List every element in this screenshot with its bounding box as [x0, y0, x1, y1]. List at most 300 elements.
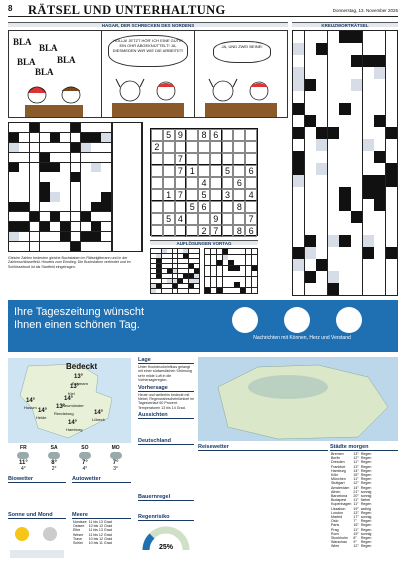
crossword-cell[interactable] [9, 242, 19, 251]
solution-cell[interactable] [194, 259, 199, 263]
solution-cell[interactable] [234, 260, 239, 265]
crossword-cell[interactable] [81, 242, 91, 251]
crossword-cell[interactable] [305, 259, 316, 271]
crossword-cell[interactable] [305, 67, 316, 79]
solution-cell[interactable] [211, 260, 216, 265]
crossword-cell[interactable] [81, 192, 91, 201]
solution-cell[interactable] [189, 279, 194, 283]
solution-cell[interactable] [252, 260, 257, 265]
sudoku-cell[interactable]: 8 [233, 201, 245, 213]
solution-cell[interactable] [223, 282, 228, 287]
solution-cell[interactable] [246, 255, 251, 260]
sudoku-cell[interactable]: 6 [233, 177, 245, 189]
solution-cell[interactable] [173, 289, 178, 293]
sudoku-cell[interactable] [233, 165, 245, 177]
crossword-cell[interactable] [363, 79, 374, 91]
crossword-cell[interactable] [305, 31, 316, 43]
crossword-cell[interactable] [9, 123, 19, 132]
crossword-cell[interactable] [363, 163, 374, 175]
sudoku-cell[interactable]: 1 [163, 189, 175, 201]
crossword-cell[interactable] [9, 192, 19, 201]
sudoku-cell[interactable]: 3 [222, 189, 234, 201]
crossword-cell[interactable] [351, 103, 362, 115]
crossword-cell[interactable] [293, 187, 304, 199]
solution-cell[interactable] [173, 264, 178, 268]
crossword-cell[interactable] [101, 242, 111, 251]
crossword-cell[interactable] [101, 133, 111, 142]
crossword-cell[interactable] [30, 133, 40, 142]
crossword-cell[interactable] [71, 212, 81, 221]
crossword-cell[interactable] [305, 223, 316, 235]
crossword-cell[interactable] [71, 182, 81, 191]
crossword-cell[interactable] [305, 175, 316, 187]
solution-cell[interactable] [156, 279, 161, 283]
sudoku-cell[interactable] [198, 213, 210, 225]
crossword-cell[interactable] [316, 235, 327, 247]
crossword-cell[interactable] [386, 139, 397, 151]
solution-cell[interactable] [211, 282, 216, 287]
crossword-cell[interactable] [316, 271, 327, 283]
solution-cell[interactable] [167, 274, 172, 278]
solution-cell[interactable] [194, 284, 199, 288]
crossword-cell[interactable] [351, 199, 362, 211]
sudoku-cell[interactable] [222, 141, 234, 153]
crossword-cell[interactable] [328, 211, 339, 223]
crossword-cell[interactable] [19, 133, 29, 142]
crossword-cell[interactable] [351, 79, 362, 91]
crossword-cell[interactable] [363, 211, 374, 223]
crossword-cell[interactable] [386, 79, 397, 91]
crossword-cell[interactable] [305, 247, 316, 259]
sudoku-cell[interactable] [186, 177, 198, 189]
crossword-cell[interactable] [50, 242, 60, 251]
crossword-cell[interactable] [339, 175, 350, 187]
sudoku-cell[interactable]: 8 [233, 225, 245, 237]
crossword-cell[interactable] [40, 123, 50, 132]
crossword-cell[interactable] [316, 55, 327, 67]
crossword-cell[interactable] [9, 172, 19, 181]
crossword-cell[interactable] [40, 212, 50, 221]
sudoku-cell[interactable] [198, 153, 210, 165]
solution-cell[interactable] [240, 255, 245, 260]
solution-cell[interactable] [228, 277, 233, 282]
crossword-cell[interactable] [293, 139, 304, 151]
crossword-cell[interactable] [363, 127, 374, 139]
solution-cell[interactable] [151, 274, 156, 278]
solution-cell[interactable] [240, 249, 245, 254]
solution-cell[interactable] [205, 282, 210, 287]
solution-cell[interactable] [189, 269, 194, 273]
crossword-cell[interactable] [293, 43, 304, 55]
crossword-cell[interactable] [305, 163, 316, 175]
solution-cell[interactable] [183, 264, 188, 268]
crossword-cell[interactable] [374, 271, 385, 283]
solution-cell[interactable] [151, 279, 156, 283]
solution-cell[interactable] [205, 260, 210, 265]
solution-cell[interactable] [252, 282, 257, 287]
crossword-cell[interactable] [339, 91, 350, 103]
solution-cell[interactable] [194, 254, 199, 258]
sudoku-cell[interactable] [186, 153, 198, 165]
sudoku-cell[interactable] [245, 141, 257, 153]
crossword-cell[interactable] [363, 139, 374, 151]
solution-cell[interactable] [211, 266, 216, 271]
solution-cell[interactable] [183, 269, 188, 273]
sudoku-cell[interactable] [186, 189, 198, 201]
solution-cell[interactable] [246, 277, 251, 282]
solution-cell[interactable] [223, 288, 228, 293]
crossword-cell[interactable] [351, 163, 362, 175]
solution-cell[interactable] [183, 279, 188, 283]
solution-cell[interactable] [162, 249, 167, 253]
crossword-cell[interactable] [81, 202, 91, 211]
solution-cell[interactable] [217, 249, 222, 254]
solution-cell[interactable] [167, 289, 172, 293]
solution-cell[interactable] [173, 259, 178, 263]
solution-cell[interactable] [183, 249, 188, 253]
crossword-cell[interactable] [293, 55, 304, 67]
crossword-cell[interactable] [351, 139, 362, 151]
solution-cell[interactable] [217, 266, 222, 271]
sudoku-cell[interactable] [151, 213, 163, 225]
crossword-cell[interactable] [60, 123, 70, 132]
solution-cell[interactable] [189, 289, 194, 293]
sudoku-cell[interactable]: 7 [210, 225, 222, 237]
crossword-cell[interactable] [71, 222, 81, 231]
solution-cell[interactable] [151, 254, 156, 258]
crossword-cell[interactable] [81, 123, 91, 132]
crossword-cell[interactable] [339, 43, 350, 55]
crossword-cell[interactable] [374, 163, 385, 175]
crossword-cell[interactable] [339, 211, 350, 223]
crossword-cell[interactable] [339, 139, 350, 151]
crossword-cell[interactable] [339, 127, 350, 139]
crossword-cell[interactable] [316, 91, 327, 103]
crossword-cell[interactable] [91, 153, 101, 162]
crossword-cell[interactable] [30, 222, 40, 231]
crossword-cell[interactable] [386, 259, 397, 271]
solution-cell[interactable] [234, 271, 239, 276]
crossword-cell[interactable] [60, 242, 70, 251]
solution-cell[interactable] [246, 266, 251, 271]
crossword-cell[interactable] [60, 143, 70, 152]
crossword-cell[interactable] [40, 242, 50, 251]
crossword-cell[interactable] [50, 232, 60, 241]
crossword-cell[interactable] [101, 123, 111, 132]
solution-cell[interactable] [167, 259, 172, 263]
crossword-cell[interactable] [91, 143, 101, 152]
sudoku-cell[interactable]: 2 [151, 141, 163, 153]
sudoku-cell[interactable]: 7 [175, 153, 187, 165]
crossword-cell[interactable] [374, 79, 385, 91]
crossword-cell[interactable] [305, 127, 316, 139]
sudoku-cell[interactable] [151, 225, 163, 237]
crossword-cell[interactable] [293, 115, 304, 127]
crossword-cell[interactable] [328, 187, 339, 199]
solution-cell[interactable] [151, 259, 156, 263]
crossword-cell[interactable] [363, 115, 374, 127]
crossword-cell[interactable] [40, 232, 50, 241]
crossword-cell[interactable] [9, 153, 19, 162]
crossword-cell[interactable] [351, 43, 362, 55]
solution-cell[interactable] [151, 249, 156, 253]
crossword-cell[interactable] [351, 175, 362, 187]
crossword-cell[interactable] [328, 175, 339, 187]
sudoku-cell[interactable] [233, 153, 245, 165]
solution-cell[interactable] [156, 289, 161, 293]
solution-cell[interactable] [240, 260, 245, 265]
crossword-cell[interactable] [363, 283, 374, 295]
crossword-cell[interactable] [60, 163, 70, 172]
sudoku-cell[interactable]: 9 [210, 213, 222, 225]
crossword-cell[interactable] [19, 163, 29, 172]
solution-cell[interactable] [178, 269, 183, 273]
sudoku-cell[interactable] [222, 225, 234, 237]
solution-cell[interactable] [162, 259, 167, 263]
crossword-cell[interactable] [363, 67, 374, 79]
sudoku-cell[interactable]: 7 [245, 213, 257, 225]
crossword-cell[interactable] [363, 259, 374, 271]
solution-cell[interactable] [194, 279, 199, 283]
crossword-cell[interactable] [19, 153, 29, 162]
solution-cell[interactable] [228, 288, 233, 293]
crossword-cell[interactable] [386, 151, 397, 163]
sudoku-cell[interactable] [245, 153, 257, 165]
solution-cell[interactable] [162, 289, 167, 293]
crossword-cell[interactable] [293, 235, 304, 247]
crossword-cell[interactable] [351, 271, 362, 283]
sudoku-cell[interactable] [163, 165, 175, 177]
crossword-cell[interactable] [305, 283, 316, 295]
crossword-cell[interactable] [328, 223, 339, 235]
sudoku-cell[interactable] [198, 165, 210, 177]
crossword-cell[interactable] [91, 182, 101, 191]
sudoku-cell[interactable] [175, 225, 187, 237]
solution-cell[interactable] [173, 249, 178, 253]
crossword-cell[interactable] [339, 271, 350, 283]
crossword-cell[interactable] [81, 143, 91, 152]
solution-cell[interactable] [246, 260, 251, 265]
solution-cell[interactable] [234, 288, 239, 293]
crossword-cell[interactable] [30, 182, 40, 191]
solution-cell[interactable] [178, 284, 183, 288]
crossword-cell[interactable] [30, 153, 40, 162]
sudoku-cell[interactable] [222, 129, 234, 141]
crossword-cell[interactable] [386, 187, 397, 199]
solution-cell[interactable] [228, 255, 233, 260]
sudoku-cell[interactable] [222, 213, 234, 225]
crossword-cell[interactable] [101, 222, 111, 231]
solution-cell[interactable] [228, 282, 233, 287]
sudoku-cell[interactable]: 4 [245, 189, 257, 201]
sudoku-cell[interactable] [151, 189, 163, 201]
crossword-cell[interactable] [293, 175, 304, 187]
sudoku-cell[interactable] [175, 201, 187, 213]
solution-cell[interactable] [211, 288, 216, 293]
crossword-cell[interactable] [19, 182, 29, 191]
crossword-cell[interactable] [316, 163, 327, 175]
sudoku-cell[interactable] [163, 225, 175, 237]
crossword-cell[interactable] [316, 247, 327, 259]
sudoku-cell[interactable] [163, 177, 175, 189]
crossword-cell[interactable] [305, 187, 316, 199]
crossword-cell[interactable] [363, 91, 374, 103]
solution-cell[interactable] [167, 249, 172, 253]
sudoku-cell[interactable] [163, 141, 175, 153]
crossword-cell[interactable] [316, 283, 327, 295]
crossword-cell[interactable] [19, 172, 29, 181]
crossword-cell[interactable] [19, 212, 29, 221]
crossword-cell[interactable] [374, 103, 385, 115]
crossword-cell[interactable] [30, 232, 40, 241]
solution-cell[interactable] [240, 271, 245, 276]
crossword-cell[interactable] [293, 79, 304, 91]
crossword-cell[interactable] [305, 151, 316, 163]
crossword-cell[interactable] [9, 232, 19, 241]
solution-cell[interactable] [205, 271, 210, 276]
solution-cell[interactable] [234, 255, 239, 260]
sudoku-cell[interactable] [151, 177, 163, 189]
solution-cell[interactable] [217, 277, 222, 282]
crossword-cell[interactable] [101, 172, 111, 181]
sudoku-cell[interactable] [186, 129, 198, 141]
crossword-cell[interactable] [363, 43, 374, 55]
solution-cell[interactable] [211, 249, 216, 254]
crossword-cell[interactable] [50, 153, 60, 162]
crossword-cell[interactable] [30, 202, 40, 211]
solution-cell[interactable] [167, 279, 172, 283]
crossword-cell[interactable] [60, 133, 70, 142]
crossword-cell[interactable] [351, 235, 362, 247]
sudoku-cell[interactable] [233, 129, 245, 141]
crossword-cell[interactable] [60, 182, 70, 191]
sudoku-cell[interactable] [198, 141, 210, 153]
crossword-cell[interactable] [351, 247, 362, 259]
solution-cell[interactable] [234, 277, 239, 282]
sudoku-cell[interactable] [245, 177, 257, 189]
crossword-cell[interactable] [374, 91, 385, 103]
crossword-cell[interactable] [386, 67, 397, 79]
crossword-cell[interactable] [351, 115, 362, 127]
sudoku-cell[interactable]: 6 [198, 201, 210, 213]
crossword-cell[interactable] [328, 115, 339, 127]
crossword-cell[interactable] [305, 199, 316, 211]
solution-cell[interactable] [194, 264, 199, 268]
sudoku-cell[interactable] [222, 153, 234, 165]
crossword-cell[interactable] [316, 223, 327, 235]
solution-cell[interactable] [246, 288, 251, 293]
solution-cell[interactable] [167, 264, 172, 268]
crossword-cell[interactable] [30, 242, 40, 251]
sudoku-cell[interactable] [210, 153, 222, 165]
crossword-cell[interactable] [328, 271, 339, 283]
crossword-cell[interactable] [101, 212, 111, 221]
crossword-cell[interactable] [328, 235, 339, 247]
solution-cell[interactable] [151, 289, 156, 293]
crossword-cell[interactable] [351, 187, 362, 199]
crossword-cell[interactable] [9, 143, 19, 152]
crossword-cell[interactable] [351, 127, 362, 139]
solution-cell[interactable] [234, 249, 239, 254]
crossword-cell[interactable] [328, 91, 339, 103]
crossword-cell[interactable] [305, 43, 316, 55]
crossword-cell[interactable] [386, 199, 397, 211]
crossword-cell[interactable] [386, 91, 397, 103]
solution-cell[interactable] [173, 274, 178, 278]
solution-cell[interactable] [189, 259, 194, 263]
crossword-cell[interactable] [60, 192, 70, 201]
crossword-cell[interactable] [339, 283, 350, 295]
solution-cell[interactable] [178, 249, 183, 253]
crossword-cell[interactable] [81, 222, 91, 231]
sudoku-cell[interactable]: 6 [245, 165, 257, 177]
crossword-cell[interactable] [374, 31, 385, 43]
sudoku-cell[interactable]: 2 [198, 225, 210, 237]
sudoku-cell[interactable] [151, 153, 163, 165]
crossword-cell[interactable] [339, 223, 350, 235]
sudoku-cell[interactable] [163, 153, 175, 165]
sudoku-cell[interactable] [186, 225, 198, 237]
crossword-cell[interactable] [91, 123, 101, 132]
crossword-cell[interactable] [386, 103, 397, 115]
crossword-cell[interactable] [81, 153, 91, 162]
crossword-cell[interactable] [339, 67, 350, 79]
crossword-cell[interactable] [363, 151, 374, 163]
solution-cell[interactable] [162, 279, 167, 283]
sudoku-cell[interactable]: 6 [210, 129, 222, 141]
sudoku-cell[interactable] [233, 141, 245, 153]
crossword-cell[interactable] [40, 202, 50, 211]
sudoku-cell[interactable]: 5 [163, 213, 175, 225]
crossword-cell[interactable] [293, 199, 304, 211]
solution-cell[interactable] [173, 279, 178, 283]
crossword-cell[interactable] [101, 163, 111, 172]
crossword-cell[interactable] [386, 211, 397, 223]
solution-cell[interactable] [252, 249, 257, 254]
solution-cell[interactable] [205, 255, 210, 260]
crossword-cell[interactable] [50, 123, 60, 132]
solution-cell[interactable] [162, 269, 167, 273]
crossword-cell[interactable] [328, 199, 339, 211]
solution-cell[interactable] [178, 254, 183, 258]
sudoku-cell[interactable] [222, 201, 234, 213]
crossword-cell[interactable] [316, 199, 327, 211]
crossword-cell[interactable] [91, 163, 101, 172]
crossword-cell[interactable] [293, 31, 304, 43]
solution-cell[interactable] [228, 249, 233, 254]
crossword-cell[interactable] [363, 223, 374, 235]
solution-cell[interactable] [194, 249, 199, 253]
crossword-cell[interactable] [374, 235, 385, 247]
solution-cell[interactable] [240, 282, 245, 287]
solution-cell[interactable] [194, 274, 199, 278]
sudoku-cell[interactable]: 5 [222, 165, 234, 177]
solution-cell[interactable] [223, 266, 228, 271]
sudoku-cell[interactable]: 5 [186, 201, 198, 213]
crossword-cell[interactable] [40, 133, 50, 142]
solution-cell[interactable] [246, 249, 251, 254]
crossword-cell[interactable] [101, 153, 111, 162]
crossword-cell[interactable] [374, 211, 385, 223]
crossword-cell[interactable] [293, 211, 304, 223]
sudoku-cell[interactable] [186, 213, 198, 225]
solution-cell[interactable] [162, 254, 167, 258]
solution-cell[interactable] [194, 289, 199, 293]
crossword-cell[interactable] [339, 55, 350, 67]
sudoku-cell[interactable] [151, 201, 163, 213]
crossword-cell[interactable] [316, 151, 327, 163]
crossword-cell[interactable] [374, 259, 385, 271]
